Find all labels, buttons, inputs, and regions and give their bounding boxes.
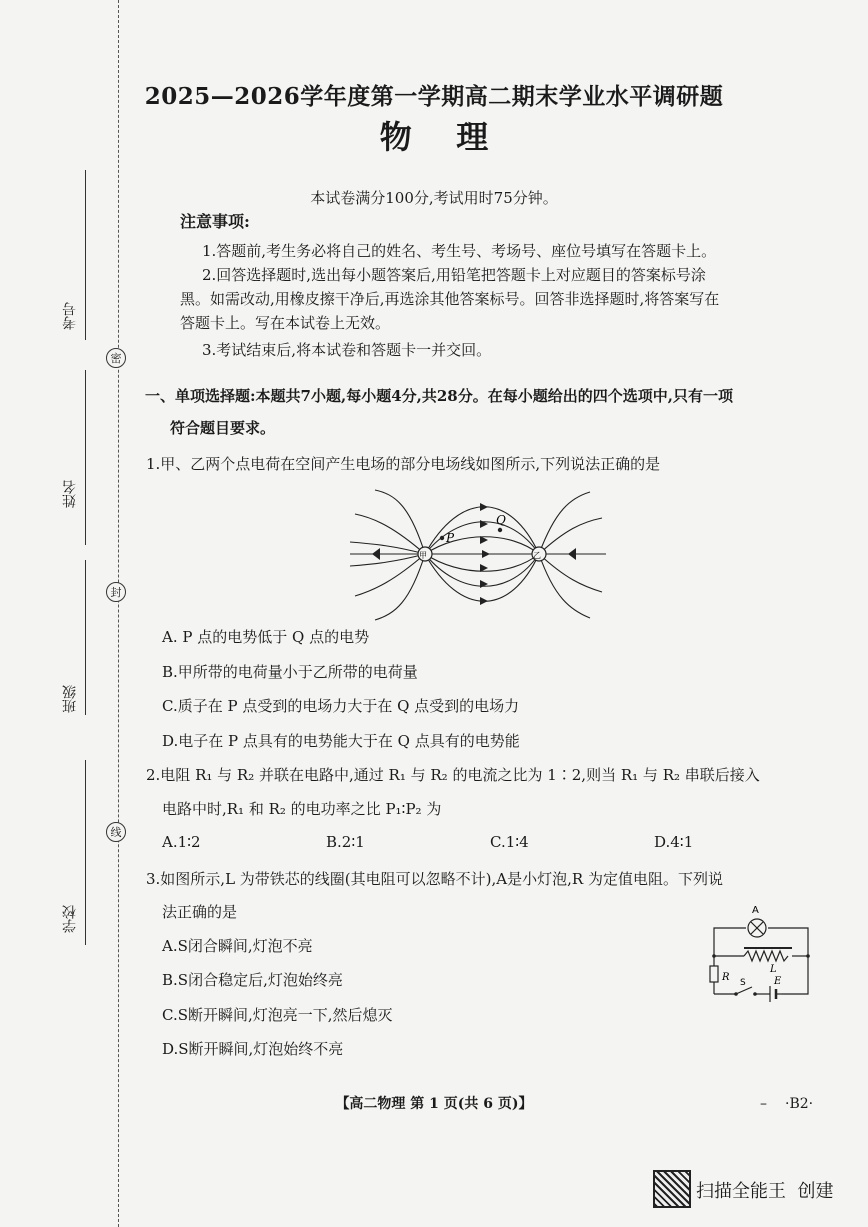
q3-stem-line-2: 法正确的是 [162, 903, 238, 921]
fig-label-p: P [446, 531, 455, 545]
binding-margin [0, 0, 130, 1227]
q3-stem-line-1: 3.如图所示,L 为带铁芯的线圈(其电阻可以忽略不计),A是小灯泡,R 为定值电阻。下列说 [146, 870, 723, 888]
name-label: 姓名 [62, 480, 78, 508]
qr-code-icon [653, 1170, 691, 1208]
footer-dash: – [760, 1096, 767, 1112]
q1-stem: 1.甲、乙两个点电荷在空间产生电场的部分电场线如图所示,下列说法正确的是 [146, 455, 661, 473]
class-label: 班级 [62, 685, 78, 713]
circuit-figure [700, 898, 818, 1008]
electric-field-figure [350, 486, 606, 624]
circuit-label-e: E [774, 976, 782, 987]
fig-label-q: Q [496, 513, 506, 527]
q2-option-c: C.1∶4 [490, 833, 529, 851]
exam-info: 本试卷满分100分,考试用时75分钟。 [310, 189, 558, 207]
q3-option-b: B.S闭合稳定后,灯泡始终亮 [162, 971, 343, 989]
section-heading-line-2: 符合题目要求。 [170, 419, 276, 437]
q2-option-a: A.1∶2 [162, 833, 201, 851]
circuit-label-l: L [770, 964, 777, 975]
q2-stem-line-1: 2.电阻 R₁ 与 R₂ 并联在电路中,通过 R₁ 与 R₂ 的电流之比为 1∶2,则当 R₁ 与 R₂ 串联后接入 [146, 766, 760, 784]
q3-option-a: A.S闭合瞬间,灯泡不亮 [162, 937, 313, 955]
q2-stem-line-2: 电路中时,R₁ 和 R₂ 的电功率之比 P₁∶P₂ 为 [162, 800, 442, 818]
scanner-watermark: 扫描全能王 创建 [696, 1181, 834, 1202]
page-footer: 【高二物理 第 1 页(共 6 页)】 [335, 1096, 533, 1112]
class-line [85, 560, 86, 715]
notes-line-1: 1.答题前,考生务必将自己的姓名、考生号、考场号、座位号填写在答题卡上。 [202, 242, 717, 260]
notes-line-2: 2.回答选择题时,选出每小题答案后,用铅笔把答题卡上对应题目的答案标号涂 [202, 266, 706, 284]
q3-option-c: C.S断开瞬间,灯泡亮一下,然后熄灭 [162, 1006, 393, 1024]
circuit-label-a: A [752, 905, 759, 916]
fig-label-yi: 乙 [533, 551, 541, 560]
q2-option-b: B.2∶1 [326, 833, 365, 851]
q1-option-d: D.电子在 P 点具有的电势能大于在 Q 点具有的电势能 [162, 732, 520, 750]
notes-line-5: 3.考试结束后,将本试卷和答题卡一并交回。 [202, 341, 492, 359]
seal-mi: 密 [106, 348, 126, 368]
q3-option-d: D.S断开瞬间,灯泡始终不亮 [162, 1040, 344, 1058]
notes-line-4: 答题卡上。写在本试卷上无效。 [180, 314, 391, 332]
school-label: 学校 [62, 905, 78, 933]
q1-option-b: B.甲所带的电荷量小于乙所带的电荷量 [162, 663, 418, 681]
seal-feng: 封 [106, 582, 126, 602]
circuit-label-s: S [740, 978, 746, 988]
student-id-label: 考号 [62, 302, 78, 330]
fig-label-jia: 甲 [419, 551, 427, 560]
q1-option-c: C.质子在 P 点受到的电场力大于在 Q 点受到的电场力 [162, 697, 520, 715]
section-heading-line-1: 一、单项选择题:本题共7小题,每小题4分,共28分。在每小题给出的四个选项中,只有一项 [145, 387, 733, 405]
name-line [85, 370, 86, 545]
subject-title: 物 理 [379, 118, 489, 156]
school-line [85, 760, 86, 945]
notes-line-3: 黑。如需改动,用橡皮擦干净后,再选涂其他答案标号。回答非选择题时,将答案写在 [180, 290, 720, 308]
circuit-label-r: R [722, 972, 730, 983]
exam-title: 2025—2026学年度第一学期高二期末学业水平调研题 [144, 83, 724, 110]
q1-option-a: A. P 点的电势低于 Q 点的电势 [162, 628, 370, 646]
notes-heading: 注意事项: [180, 212, 250, 231]
seal-xian: 线 [106, 822, 126, 842]
paper-code: ·B2· [785, 1096, 814, 1112]
binding-dashed-line [118, 0, 119, 1227]
q2-option-d: D.4∶1 [654, 833, 694, 851]
